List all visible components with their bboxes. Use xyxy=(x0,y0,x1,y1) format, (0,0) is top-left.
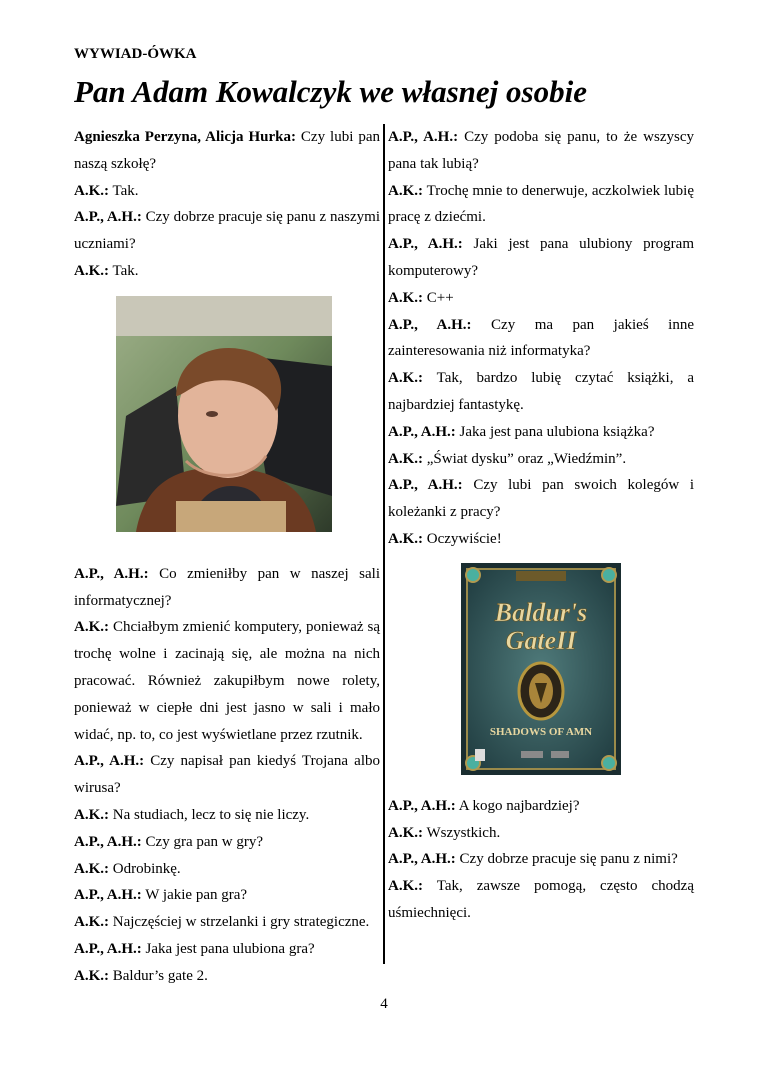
entry-text: Jaka jest pana ulubiona książka? xyxy=(455,423,655,440)
cover-title-line1: Baldur's xyxy=(494,598,588,627)
interview-entry xyxy=(388,526,694,553)
entry-text: Chciałbym zmienić komputery, ponieważ są trochę wolne i zacinają się, ale można na nich pracować. Również zakupiłbym nowe rolety, ponieważ w ciepłe dni jest jasno w sali i mało widać, np. to, co jest wyświetlane przez rzutnik. xyxy=(74,619,380,743)
interview-entry xyxy=(388,846,694,873)
entry-text: Czy ma pan jakieś inne zainteresowania niż informatyka? xyxy=(388,316,694,360)
cover-title-line2: GateII xyxy=(505,626,577,655)
speaker-label: A.P., A.H.: xyxy=(74,209,142,226)
interview-entry xyxy=(388,446,694,473)
interview-entry xyxy=(74,882,380,909)
article-title: Pan Adam Kowalczyk we własnej osobie xyxy=(74,74,587,109)
entry-text: Trochę mnie to denerwuje, aczkolwiek lubię pracę z dziećmi. xyxy=(388,182,694,226)
entry-text: Czy podoba się panu, to że wszyscy pana tak lubią? xyxy=(388,129,694,172)
entry-text: Czy gra pan w gry? xyxy=(141,833,264,850)
speaker-label: A.K.: xyxy=(74,262,109,279)
entry-text: Wszystkich. xyxy=(423,824,501,841)
interview-entry xyxy=(74,963,380,990)
interview-entry xyxy=(74,829,380,856)
interview-entry xyxy=(388,793,694,820)
speaker-label: A.K.: xyxy=(388,530,423,547)
portrait-photo xyxy=(116,296,332,532)
entry-text: W jakie pan gra? xyxy=(141,887,248,904)
entry-text: Na studiach, lecz to się nie liczy. xyxy=(109,806,310,823)
speaker-label: A.P., A.H.: xyxy=(388,129,459,145)
interview-entry xyxy=(388,285,694,312)
interview-entry xyxy=(388,231,694,285)
interview-entry xyxy=(388,178,694,232)
entry-text: Oczywiście! xyxy=(423,530,502,547)
speaker-label: A.K.: xyxy=(388,182,423,199)
entry-text: Czy dobrze pracuje się panu z nimi? xyxy=(455,851,678,868)
interview-entry xyxy=(388,820,694,847)
interview-entry xyxy=(74,909,380,936)
speaker-label: A.P., A.H.: xyxy=(388,316,472,333)
speaker-label: A.K.: xyxy=(388,370,423,387)
entry-text: Tak, bardzo lubię czytać książki, a najbardziej fantastykę. xyxy=(388,370,694,413)
speaker-label: A.K.: xyxy=(388,878,423,895)
game-cover-illustration xyxy=(461,563,621,775)
interview-entry xyxy=(74,614,380,748)
right-column-part2 xyxy=(388,793,694,927)
speaker-label: A.P., A.H.: xyxy=(74,833,142,850)
portrait-illustration xyxy=(116,296,332,532)
speaker-label: A.K.: xyxy=(388,824,423,841)
interview-entry xyxy=(74,802,380,829)
speaker-label: A.K.: xyxy=(74,182,109,199)
entry-text: Czy lubi pan swoich kolegów i koleżanki z pracy? xyxy=(388,477,694,521)
cover-subtitle: SHADOWS OF AMN xyxy=(489,726,593,738)
entry-text: „Świat dysku” oraz „Wiedźmin”. xyxy=(423,450,627,467)
game-cover-image xyxy=(461,563,621,775)
left-column xyxy=(74,124,380,990)
right-column-part1 xyxy=(388,124,694,553)
page-number: 4 xyxy=(380,996,388,1012)
interview-entry xyxy=(388,873,694,927)
speaker-label: A.P., A.H.: xyxy=(74,887,142,904)
entry-text: Tak. xyxy=(109,262,139,279)
speaker-label: A.P., A.H.: xyxy=(388,236,463,253)
speaker-label: A.K.: xyxy=(74,967,109,984)
interview-entry xyxy=(388,472,694,526)
speaker-label: A.P., A.H.: xyxy=(388,477,463,494)
entry-text: Czy lubi pan naszą szkołę? xyxy=(74,129,380,172)
speaker-label: A.K.: xyxy=(74,806,109,823)
speaker-label: A.K.: xyxy=(388,450,423,467)
entry-text: Czy dobrze pracuje się panu z naszymi uczniami? xyxy=(74,209,380,253)
left-column-part2 xyxy=(74,561,380,990)
interview-entry xyxy=(388,419,694,446)
speaker-label: A.K.: xyxy=(74,619,109,636)
entry-text: Czy napisał pan kiedyś Trojana albo wirusa? xyxy=(74,753,380,797)
interview-entry xyxy=(74,748,380,802)
interview-entry xyxy=(74,178,380,205)
entry-text: Co zmieniłby pan w naszej sali informatycznej? xyxy=(74,565,380,609)
entry-text: Jaki jest pana ulubiony program komputerowy? xyxy=(388,236,694,279)
interview-entry xyxy=(388,124,694,178)
right-column xyxy=(388,124,694,927)
entry-text: Odrobinkę. xyxy=(109,860,181,877)
speaker-label: A.K.: xyxy=(74,914,109,931)
interview-entry xyxy=(74,561,380,615)
interview-entry xyxy=(388,312,694,366)
speaker-label: A.K.: xyxy=(388,289,423,306)
entry-text: Jaka jest pana ulubiona gra? xyxy=(141,940,315,957)
speaker-label: A.P., A.H.: xyxy=(388,797,456,814)
entry-text: A kogo najbardziej? xyxy=(455,797,580,814)
speaker-label: A.K.: xyxy=(74,860,109,877)
speaker-label: A.P., A.H.: xyxy=(74,940,142,957)
section-label: WYWIAD-ÓWKA xyxy=(74,46,197,62)
left-column-part1 xyxy=(74,124,380,285)
entry-text: Tak, zawsze pomogą, często chodzą uśmiechnięci. xyxy=(388,878,694,921)
interview-entry xyxy=(74,204,380,258)
interview-entry xyxy=(74,124,380,178)
speaker-label: A.P., A.H.: xyxy=(74,565,149,582)
entry-text: Najczęściej w strzelanki i gry strategiczne. xyxy=(109,914,370,931)
entry-text: Baldur’s gate 2. xyxy=(109,967,208,984)
interview-entry xyxy=(74,936,380,963)
speaker-label: A.P., A.H.: xyxy=(74,753,145,770)
interview-entry xyxy=(388,365,694,419)
entry-text: Tak. xyxy=(109,182,139,199)
speaker-label: A.P., A.H.: xyxy=(388,851,456,868)
interview-entry xyxy=(74,258,380,285)
column-divider xyxy=(383,124,385,964)
speaker-label: Agnieszka Perzyna, Alicja Hurka: xyxy=(74,129,296,145)
interview-entry xyxy=(74,856,380,883)
speaker-label: A.P., A.H.: xyxy=(388,423,456,440)
entry-text: C++ xyxy=(423,289,454,306)
